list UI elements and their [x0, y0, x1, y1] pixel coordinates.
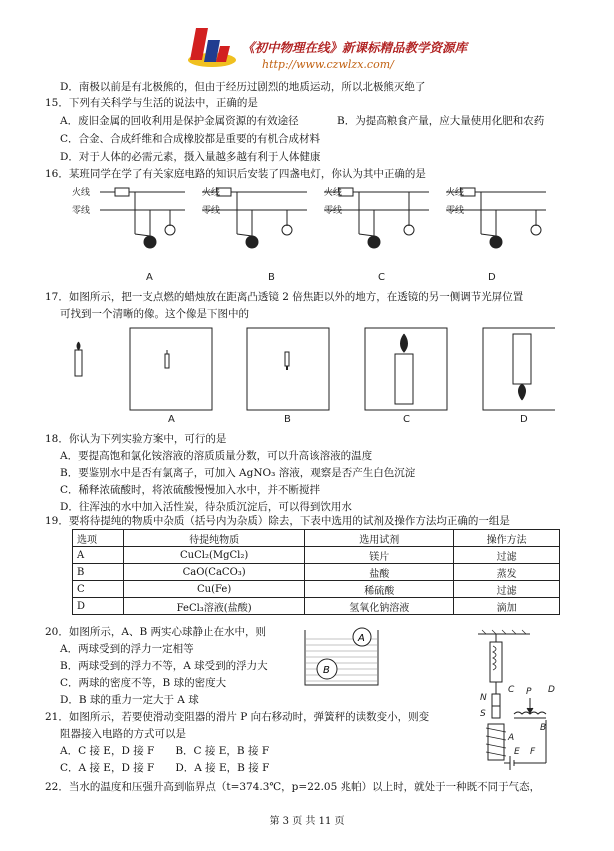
q20-ball-a-label: A [358, 633, 365, 644]
q21-label-p: P [526, 687, 532, 697]
table-cell: B [73, 564, 124, 581]
q17-stem-line1: 17．如图所示，把一支点燃的蜡烛放在距离凸透镜 2 倍焦距以外的地方，在透镜的另一侧调节光屏位置 [45, 291, 524, 303]
q16-live-a: 火线 [72, 188, 91, 198]
table-cell: 稀硫酸 [305, 581, 454, 598]
table-row [73, 581, 560, 598]
q16-label-d: D [488, 272, 496, 283]
q18-option-c: C．稀释浓硫酸时，将浓硫酸慢慢加入水中，并不断搅拌 [60, 484, 321, 496]
q19-table [72, 529, 560, 615]
header-url[interactable]: http://www.czwlzx.com/ [262, 58, 394, 71]
q16-circuit-figures [70, 184, 550, 284]
header-title: 《初中物理在线》新课标精品教学资源库 [242, 40, 468, 55]
table-cell: A [73, 547, 124, 564]
q16-live-b: 火线 [202, 188, 221, 198]
q19-stem: 19．要将待提纯的物质中杂质（括号内为杂质）除去，下表中选用的试剂及操作方法均正确的一组是 [45, 515, 510, 527]
q21-label-a: A [508, 733, 515, 743]
q16-circuit-a [100, 188, 185, 248]
q16-stem: 16．某班同学在学了有关家庭电路的知识后安装了四盏电灯，你认为其中正确的是 [45, 168, 426, 180]
q21-label-d: D [548, 685, 555, 695]
table-cell: Cu(Fe) [124, 581, 305, 598]
q21-stem-line1: 21．如图所示，若要使滑动变阻器的滑片 P 向右移动时，弹簧秤的读数变小，则变 [45, 711, 430, 723]
table-header-cell: 待提纯物质 [124, 530, 305, 547]
q15-option-b: B．为提高粮食产量，应大量使用化肥和农药 [337, 115, 545, 127]
q14-option-d: D．南极以前是有北极熊的，但由于经历过剧烈的地质运动，所以北极熊灭绝了 [60, 81, 426, 93]
q21-label-s: S [480, 709, 486, 719]
table-header-cell: 选项 [73, 530, 124, 547]
q21-label-e: E [514, 747, 520, 757]
table-cell: 过滤 [454, 581, 560, 598]
q16-live-c: 火线 [324, 188, 343, 198]
q16-label-a: A [146, 272, 153, 283]
table-cell: C [73, 581, 124, 598]
q21-label-b: B [540, 723, 547, 733]
q16-label-b: B [268, 272, 275, 283]
table-header-cell: 选用试剂 [305, 530, 454, 547]
table-row [73, 598, 560, 615]
table-cell: 过滤 [454, 547, 560, 564]
table-cell: FeCl₃溶液(盐酸) [124, 598, 305, 615]
table-cell: CaO(CaCO₃) [124, 564, 305, 581]
q17-label-d: D [520, 414, 528, 425]
q16-live-d: 火线 [446, 188, 465, 198]
site-logo-icon [182, 22, 242, 72]
q15-option-c: C．合金、合成纤维和合成橡胶都是重要的有机合成材料 [60, 133, 321, 145]
table-header-row [73, 530, 560, 547]
q21-options-row2: C．A 接 E，D 接 F D．A 接 E，B 接 F [60, 762, 270, 774]
table-row [73, 564, 560, 581]
page-footer: 第 3 页 共 11 页 [269, 816, 345, 827]
table-cell: 滴加 [454, 598, 560, 615]
q15-stem: 15．下列有关科学与生活的说法中，正确的是 [45, 97, 258, 109]
q20-container-figure [300, 625, 385, 690]
q16-neutral-d: 零线 [446, 206, 465, 216]
q18-option-b: B．要鉴别水中是否有氯离子，可加入 AgNO₃ 溶液，观察是否产生白色沉淀 [60, 467, 416, 479]
q20-option-d: D．B 球的重力一定大于 A 球 [60, 694, 199, 706]
table-cell: 蒸发 [454, 564, 560, 581]
q20-ball-b-label: B [323, 665, 330, 676]
q20-stem: 20．如图所示，A、B 两实心球静止在水中，则 [45, 626, 266, 638]
q16-label-c: C [378, 272, 385, 283]
q21-label-n: N [480, 693, 487, 703]
q21-circuit-figure [470, 628, 570, 778]
q18-option-d: D．往浑浊的水中加入活性炭，待杂质沉淀后，可以得到饮用水 [60, 501, 352, 513]
q17-image-figures [65, 322, 555, 427]
q17-label-b: B [284, 414, 291, 425]
q18-option-a: A．要提高饱和氯化铵溶液的溶质质量分数，可以升高该溶液的温度 [60, 450, 373, 462]
q17-stem-line2: 可找到一个清晰的像。这个像是下图中的 [60, 308, 249, 320]
table-cell: 盐酸 [305, 564, 454, 581]
q21-label-c: C [508, 685, 515, 695]
q21-label-f: F [530, 747, 536, 757]
q21-options-row1: A．C 接 E，D 接 F B．C 接 E，B 接 F [60, 745, 270, 757]
q16-neutral-a: 零线 [72, 206, 91, 216]
q18-stem: 18．你认为下列实验方案中，可行的是 [45, 433, 227, 445]
table-cell: 氢氧化钠溶液 [305, 598, 454, 615]
q15-option-d: D．对于人体的必需元素，摄入量越多越有利于人体健康 [60, 151, 321, 163]
q17-label-c: C [403, 414, 410, 425]
q20-option-c: C．两球的密度不等，B 球的密度大 [60, 677, 227, 689]
q16-neutral-c: 零线 [324, 206, 343, 216]
q20-option-a: A．两球受到的浮力一定相等 [60, 643, 194, 655]
q20-option-b: B．两球受到的浮力不等，A 球受到的浮力大 [60, 660, 268, 672]
table-cell: 镁片 [305, 547, 454, 564]
q17-option-a-screen [130, 328, 212, 410]
table-cell: D [73, 598, 124, 615]
q16-neutral-b: 零线 [202, 206, 221, 216]
q17-option-d-screen [483, 328, 555, 410]
q21-stem-line2: 阻器接入电路的方式可以是 [60, 728, 186, 740]
table-header-cell: 操作方法 [454, 530, 560, 547]
q22-stem: 22．当水的温度和压强升高到临界点（t=374.3℃，p=22.05 兆帕）以上时，就处于一种既不同于气态， [45, 781, 541, 793]
q15-option-a: A．废旧金属的回收利用是保护金属资源的有效途径 [60, 115, 299, 127]
q17-label-a: A [168, 414, 175, 425]
table-row [73, 547, 560, 564]
table-cell: CuCl₂(MgCl₂) [124, 547, 305, 564]
